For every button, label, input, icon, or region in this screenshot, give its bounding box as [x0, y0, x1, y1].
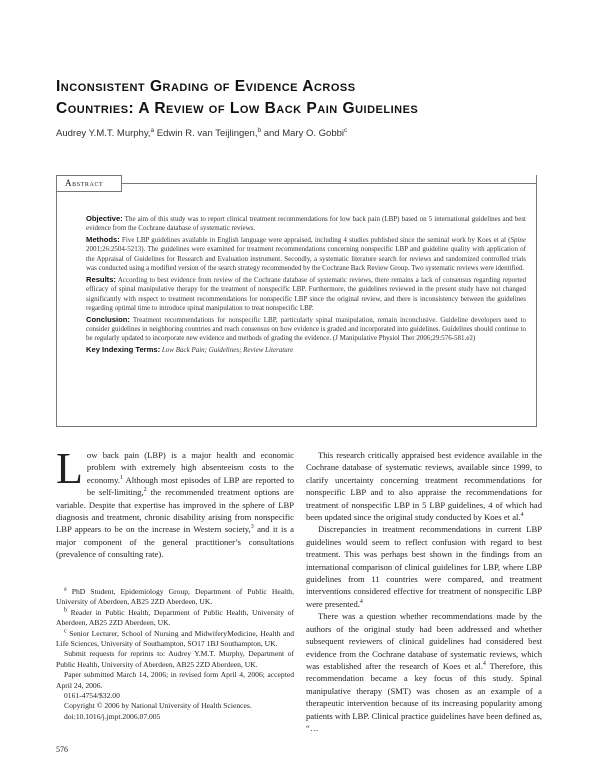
footnotes [56, 587, 294, 722]
paragraph-text: ow back pain (LBP) is a major health and economic problem with extremely high absenteeism costs to the economy. [86, 450, 294, 485]
paragraph-text: There was a question whether recommendations made by the authors of the original study had been addressed and whether subsequent reviewers of clinical guidelines had considered best evidence from the Cochrane database of systematic reviews, which was established after the research of Koes et al. [306, 611, 542, 671]
author-name: Edwin R. van Teijlingen, [154, 128, 258, 139]
body-paragraph [306, 610, 542, 734]
author-list [56, 128, 556, 139]
key-indexing-terms [86, 345, 526, 355]
footnote-mark: a [64, 586, 67, 593]
paragraph-text: Although most episodes of LBP are reported to be self-limiting, [86, 474, 294, 498]
abstract-content [86, 214, 526, 357]
section-label: Methods: [86, 235, 120, 245]
paragraph-text: This research critically appraised best evidence available in the Cochrane database of systematic reviews, available since 1999, to clarify uncertainty concerning treatment recommendations for nonspecific LBP and to also appraise the recommendations for treatment of nonspecific LBP in 5 LBP guidelines, 4 of which had been updated since the original study conducted by Koes et al. [306, 450, 542, 523]
section-text: Treatment recommendations for nonspecific LBP, particularly spinal manipulation, remain inconclusive. Guideline developers need to consider guidelines in neighboring countries and reach consensus on how evidence is graded and incorporated into guidelines. Guidelines should continue to be regularly updated to incorporate new evidence and methods of grading the evidence. (J Manipulative Physiol Ther 2006;29:576-581.e2) [86, 315, 526, 343]
body-paragraph [306, 523, 542, 610]
title-line-1: Inconsistent Grading of Evidence Across [56, 78, 356, 95]
section-label: Objective: [86, 214, 123, 223]
section-label: Key Indexing Terms: [86, 345, 161, 355]
body-paragraph [56, 444, 294, 561]
doi: doi:10.1016/j.jmpt.2006.07.005 [64, 711, 161, 721]
reprint-request: Submit requests for reprints to: Audrey Y.M.T. Murphy, Department of Public Health, University of Aberdeen, AB25 2ZD Aberdeen, UK. [56, 649, 294, 669]
abstract-conclusion [86, 315, 526, 344]
journal-name: Spine [510, 236, 526, 245]
price-code: 0161-4754/$32.00 [64, 691, 120, 701]
footnote-text: Reader in Public Health, Department of Public Health, University of Aberdeen, AB25 2ZD Aberdeen, UK. [56, 607, 294, 628]
affiliation-mark: c [344, 126, 348, 134]
affiliation-mark: a [150, 126, 155, 134]
keywords-text: Low Back Pain; Guidelines; Review Literature [160, 346, 294, 355]
paragraph-text: and it is a major component of the general practitioner’s consultations (prevalence of consulting rate). [56, 524, 294, 560]
abstract-methods [86, 235, 526, 273]
citation: 1 [119, 474, 123, 481]
footnote [56, 587, 294, 608]
footnote-text: PhD Student, Epidemiology Group, Department of Public Health, University of Aberdeen, AB25 2ZD Aberdeen, UK. [56, 587, 294, 607]
citation: 3 [250, 524, 254, 531]
paragraph-text: Therefore, this recommendation became a key focus of this study. Spinal manipulative therapy (SMT) was chosen as an example of a therapeutic intervention because of its increasing popularity among patients with LBP. Clinical practice guidelines have been defined as, “… [306, 660, 542, 733]
paragraph-text: Discrepancies in treatment recommendations in current LBP guidelines would seem to reflect confusion with regard to best treatment. This was perhaps best shown in the findings from an international comparison of clinical guidelines for LBP, where LBP guidelines from 11 countries were compared, and treatment interventions considered effective for treatment of nonspecific LBP were presented. [306, 524, 542, 609]
body-paragraph [306, 449, 542, 523]
abstract-divider [56, 183, 537, 184]
citation: 4 [520, 512, 524, 519]
right-column [306, 449, 542, 734]
paragraph-text: the recommended treatment options are variable. Despite that expertise has improved in the sphere of LBP diagnosis and treatment, chronic disability arising from nonspecific LBP appears to be on the increase in Western society, [56, 487, 294, 535]
page-number: 576 [56, 745, 68, 754]
citation: 4 [482, 661, 486, 668]
author-name: and Mary O. Gobbi [261, 128, 344, 139]
section-label: Conclusion: [86, 314, 130, 324]
section-text: According to best evidence from review of the Cochrane database of systematic reviews, there remains a lack of consensus regarding reported efficacy of spinal manipulative therapy for the treatment of nonspecific LBP. Furthermore, the guidelines reviewed in the present study have not changed significantly with respect to treatment recommendations for nonspecific LBP since the original review, and there is inconsistency between the guidelines regarding optimal time to introduce spinal manipulation to treat nonspecific LBP. [86, 275, 526, 312]
article-title [56, 76, 556, 120]
section-text: Five LBP guidelines available in English language were appraised, including 4 studies published since the seminal work by Koes et al ( [119, 236, 511, 245]
author-name: Audrey Y.M.T. Murphy, [56, 128, 151, 139]
footnote-mark: b [64, 607, 67, 614]
footnote [56, 608, 294, 629]
submission-dates: Paper submitted March 14, 2006; in revised form April 4, 2006; accepted April 24, 2006. [56, 670, 294, 690]
left-column [56, 444, 294, 561]
citation: 4 [359, 599, 363, 606]
footnote [56, 629, 294, 650]
title-line-2: Countries: A Review of Low Back Pain Guidelines [56, 100, 419, 117]
section-text: The aim of this study was to report clinical treatment recommendations for low back pain (LBP) based on 5 international guidelines and best evidence from the Cochrane database of systematic reviews. [86, 215, 526, 233]
section-text: 2001;26:2504-5213). The guidelines were examined for treatment recommendations concerning nonspecific LBP and guideline quality with application of the Appraisal of Guidelines for Research and Evaluation instrument. Secondly, a systematic literature search for reviews and randomized controlled trials was conducted using a modified version of the search strategy recommended by the Cochrane Back Review Group. Two systematic reviews were identified. [86, 245, 526, 273]
abstract-objective [86, 214, 526, 234]
citation: 2 [143, 487, 147, 494]
abstract-results [86, 275, 526, 313]
copyright: Copyright © 2006 by National University of Health Sciences. [64, 701, 252, 711]
abstract-heading: Abstract [56, 175, 122, 192]
footnote-text: Senior Lecturer, School of Nursing and MidwiferyMedicine, Health and Life Sciences, University of Southampton, SO17 1BJ Southampton, UK. [56, 628, 294, 649]
affiliation-mark: b [257, 126, 262, 134]
drop-cap: L [56, 444, 83, 493]
section-label: Results: [86, 274, 116, 284]
footnote-mark: c [64, 628, 67, 635]
